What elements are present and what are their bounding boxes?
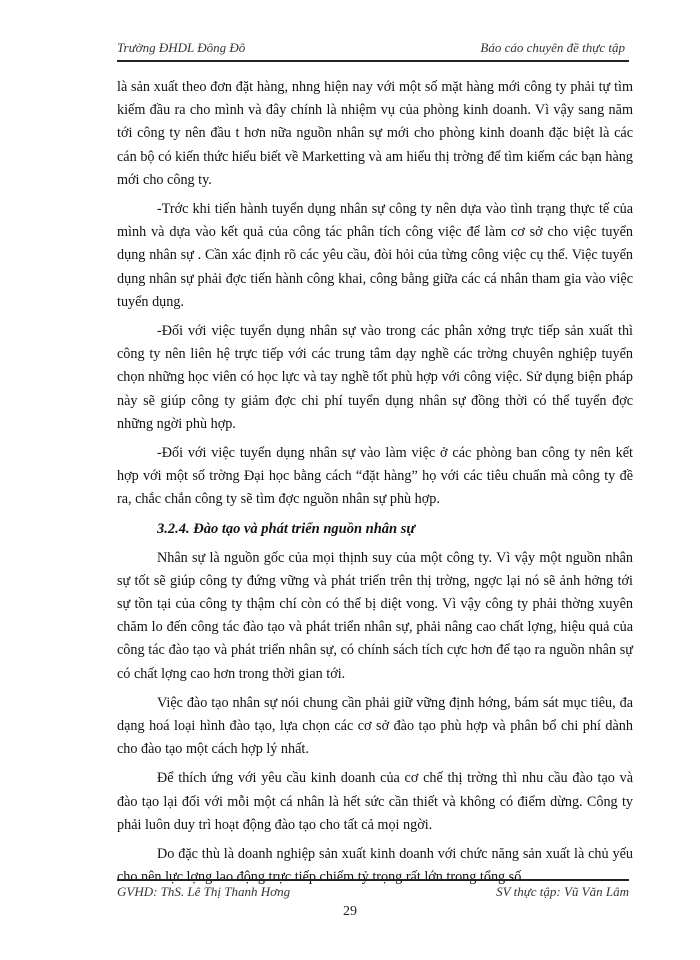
page-number: 29 <box>343 904 357 919</box>
paragraph: Việc đào tạo nhân sự nói chung cần phải giữ vững định hớng, bám sát mục tiêu, đa dạng hoá loại hình đào tạo, lựa chọn các cơ sở đào tạo phù hợp và phân bổ chi phí dành cho đào tạo một cách hợp lý nhất. <box>117 694 633 758</box>
footer-supervisor: GVHD: ThS. Lê Thị Thanh Hơng <box>117 884 291 899</box>
page-header <box>117 38 625 58</box>
section-heading: 3.2.4. Đào tạo và phát triển nguồn nhân sự <box>157 520 416 537</box>
page-footer <box>117 884 629 904</box>
header-report-title: Báo cáo chuyên đề thực tập <box>480 40 625 55</box>
paragraph: -Đối với việc tuyển dụng nhân sự vào làm việc ở các phòng ban công ty nên kết hợp với một số trờng Đại học bằng cách “đặt hàng” họ với các tiêu chuẩn mà công ty đề ra, chắc chắn công ty sẽ tìm đợc nguồn nhân sự phù hợp. <box>117 445 633 508</box>
paragraph: -Đối với việc tuyển dụng nhân sự vào trong các phân xởng trực tiếp sản xuất thì công ty nên liên hệ trực tiếp với các trung tâm dạy nghề các trờng chuyên nghiệp tuyển chọn những học viên có học lực và tay nghề tốt phù hợp với công việc. Sử dụng biện pháp này sẽ giúp công ty giảm đợc chi phí tuyển dụng nhân sự đồng thời có thể tuyển đợc những ngời phù hợp. <box>117 323 633 432</box>
footer-student: SV thực tập: Vũ Văn Lâm <box>496 884 629 899</box>
paragraph: là sản xuất theo đơn đặt hàng, nhng hiện nay với một số mặt hàng mới công ty phải tự tìm kiếm đầu ra cho mình và đây chính là nhiệm vụ của phòng kinh doanh. Vì vậy sang năm tới công ty nên đầu t hơn nữa nguồn nhân sự mới cho phòng kinh doanh đặc biệt là các cán bộ có kiến thức hiểu biết về Marketting và am hiểu thị trờng để tìm kiếm các bạn hàng mới cho công ty. <box>117 79 633 188</box>
paragraph: Nhân sự là nguồn gốc của mọi thịnh suy của một công ty. Vì vậy một nguồn nhân sự tốt sẽ giúp công ty đứng vững và phát triển trên thị trờng, ngợc lại nó sẽ ảnh hởng tới sự tồn tại của công ty thậm chí còn có thể bị diệt vong. Vì vậy công ty phải thờng xuyên chăm lo đến công tác đào tạo và phát triển nhân sự, phải nâng cao chất lợng, hiệu quả của công tác đào tạo và phát triển nhân sự, có chính sách tích cực hơn để tạo ra nguồn nhân sự có chất lợng cao hơn trong thời gian tới. <box>117 549 633 682</box>
paragraph: Do đặc thù là doanh nghiệp sản xuất kinh doanh với chức năng sản xuất là chủ yếu cho nên lực lợng lao động trực tiếp chiếm tỷ trọng rất lớn trong tổng số <box>117 846 633 886</box>
paragraph: Để thích ứng với yêu cầu kinh doanh của cơ chế thị trờng thì nhu cầu đào tạo và đào tạo lại đối với mỗi một cá nhân là hết sức cần thiết và không có điểm dừng. Công ty phải luôn duy trì hoạt động đào tạo cho tất cả mọi ngời. <box>117 770 633 833</box>
footer-rule <box>117 879 629 881</box>
header-school: Trường ĐHDL Đông Đô <box>117 40 246 55</box>
document-body <box>117 76 633 896</box>
header-rule <box>117 60 629 62</box>
paragraph: -Trớc khi tiến hành tuyển dụng nhân sự công ty nên dựa vào tình trạng thực tế của mình và dựa vào kết quả của công tác phân tích công việc để làm cơ sở cho việc tuyển dụng nhân sự . Cần xác định rõ các yêu cầu, đòi hỏi của từng công việc cụ thể. Việc tuyển dụng nhân sự phải đợc tiến hành công khai, công bằng giữa các cá nhân tham gia vào việc tuyển dụng. <box>117 201 633 310</box>
